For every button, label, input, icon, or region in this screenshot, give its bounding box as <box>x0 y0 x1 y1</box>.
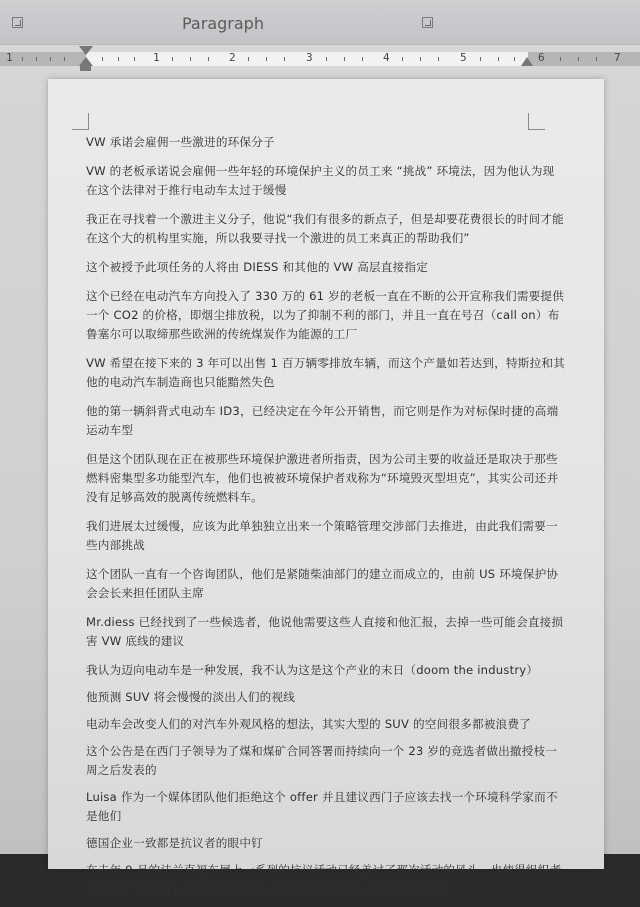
paragraph: 在去年 9 月的法兰克福车展上一系列的抗议活动已经盖过了那次活动的风头，也使得组织者开始着手为 2021 年将会举办的下一场准备重新塑造一个全新的概念。 <box>86 863 562 896</box>
ruler-number: 6 <box>538 51 545 64</box>
ribbon-paragraph-group <box>0 0 640 44</box>
ruler-number: 5 <box>460 51 467 64</box>
ruler-number: 2 <box>229 51 236 64</box>
paragraph: 这个团队一直有一个咨询团队，他们是紧随柴油部门的建立而成立的，由前 US 环境保护协会会长来担任团队主席 <box>86 567 559 600</box>
paragraph: Luisa 作为一个媒体团队他们拒绝这个 offer 并且建议西门子应该去找一个环境科学家而不是他们 <box>86 790 558 823</box>
paragraph: Mr.diess 已经找到了一些候选者，他说他需要这些人直接和他汇报，去掉一些可能会直接损害 VW 底线的建议 <box>86 615 564 648</box>
paragraph: 这个公告是在西门子领导为了煤和煤矿合同答署而持续向一个 23 岁的竞选者做出撤授枝一周之后发表的 <box>86 744 558 777</box>
document-page[interactable] <box>48 79 604 896</box>
paragraph: 我认为迈向电动车是一种发展，我不认为这是这个产业的末日（doom the industry） <box>86 663 539 677</box>
crop-mark <box>72 113 89 130</box>
paragraph-group-label: Paragraph <box>182 14 264 33</box>
paragraph: 我正在寻找着一个激进主义分子，他说“我们有很多的新点子，但是却要花费很长的时间才能在这个大的机构里实施，所以我要寻找一个激进的员工来真正的帮助我们” <box>86 212 564 245</box>
paragraph: VW 承诺会雇佣一些激进的环保分子 <box>86 135 275 149</box>
ruler-number: 3 <box>306 51 313 64</box>
paragraph: 我们进展太过缓慢，应该为此单独独立出来一个策略管理交涉部门去推进，由此我们需要一些内部挑战 <box>86 519 558 552</box>
paragraph-dialog-launcher-icon[interactable] <box>422 17 433 28</box>
crop-mark <box>528 113 545 130</box>
right-margin-area <box>528 52 640 66</box>
paragraph: VW 的老板承诺说会雇佣一些年轻的环境保护主义的员工来 “挑战” 环境法，因为他认为现在这个法律对于推行电动车太过于缓慢 <box>86 164 555 197</box>
paragraph: 他预测 SUV 将会慢慢的淡出人们的视线 <box>86 690 296 704</box>
dialog-launcher-icon[interactable] <box>12 17 23 28</box>
left-margin-area <box>0 52 86 66</box>
paragraph: 这个被授予此项任务的人将由 DIESS 和其他的 VW 高层直接指定 <box>86 260 428 274</box>
ruler-number: 7 <box>614 51 621 64</box>
paragraph: 这个已经在电动汽车方向投入了 330 万的 61 岁的老板一直在不断的公开宣称我们需要提供一个 CO2 的价格，即烟尘排放税，以为了抑制不利的部门，并且一直在号召（call on）布鲁塞尔可以取缔那些欧洲的传统煤炭作为能源的工厂 <box>86 289 565 341</box>
paragraph: VW 希望在接下来的 3 年可以出售 1 百万辆零排放车辆，而这个产量如若达到，特斯拉和其他的电动汽车制造商也只能黯然失色 <box>86 356 565 389</box>
paragraph: 但是这个团队现在正在被那些环境保护激进者所指责，因为公司主要的收益还是取决于那些燃料密集型多功能型汽车，他们也被被环境保护者戏称为“环境毁灭型坦克”，其实公司还并没有足够高效的脱离传统燃料车。 <box>86 452 559 504</box>
right-indent-marker-handle[interactable] <box>521 57 533 66</box>
paragraph: 德国企业一致都是抗议者的眼中钉 <box>86 836 263 850</box>
ruler-number: 1 <box>153 51 160 64</box>
indent-marker-handle[interactable] <box>78 44 94 72</box>
paragraph: 他的第一辆斜背式电动车 ID3，已经决定在今年公开销售，而它则是作为对标保时捷的高端运动车型 <box>86 404 559 437</box>
document-canvas <box>0 73 640 896</box>
ruler-number: 4 <box>383 51 390 64</box>
paragraph: 电动车会改变人们的对汽车外观风格的想法，其实大型的 SUV 的空间很多都被浪费了 <box>86 717 531 731</box>
ruler-number: 1 <box>6 51 13 64</box>
document-body[interactable] <box>86 133 566 907</box>
horizontal-ruler[interactable] <box>0 44 640 74</box>
